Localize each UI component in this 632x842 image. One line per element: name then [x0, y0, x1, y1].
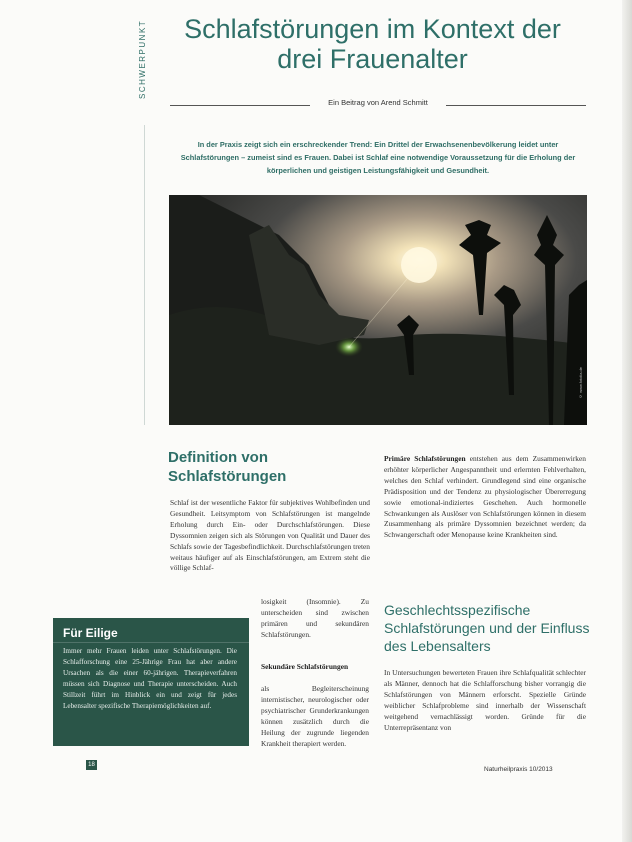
byline: Ein Beitrag von Arend Schmitt: [328, 98, 428, 107]
byline-rule-right: [446, 105, 586, 106]
article-title: Schlafstörungen im Kontext der drei Frauenalter: [184, 14, 561, 74]
primary-term: Primäre Schlafstörungen: [384, 454, 466, 463]
secondary-label: [261, 662, 369, 673]
summary-box-divider: [53, 642, 249, 643]
definition-paragraph-cont: losigkeit (Insomnie). Zu unterscheiden sind zwischen primären und sekundären Schlafstörungen.: [261, 597, 369, 639]
page-edge-shadow: [622, 0, 632, 842]
primary-text: entstehen aus dem Zusammenwirken erhöhter körperlicher Angespanntheit und erlernten Fehlverhalten, welches den Schlaf verhindert. Grundlegend sind eine organische Prädisposition und der Tendenz zu physiologischer Übererregung sowie emotional-indiziertes Geschehen. Auch hormonelle Schwankungen als Auslöser von Schlafstörungen können in diesem Zusammenhang als primäre Dyssomnien bezeichnet werden; da Schwangerschaft oder Menopause keine Krankheiten sind.: [384, 454, 586, 540]
heading-definition: Definition von Schlafstörungen: [168, 449, 287, 485]
summary-box-title: Für Eilige: [63, 626, 118, 640]
section-label: SCHWERPUNKT: [138, 20, 147, 100]
footer-issue: Naturheilpraxis 10/2013: [484, 766, 553, 773]
primary-paragraph: [384, 454, 586, 541]
sunrise-image: [169, 195, 587, 425]
photo-credit: © www.fotolia.de: [578, 367, 583, 399]
byline-row: [170, 98, 586, 112]
side-divider: [144, 125, 145, 425]
secondary-term: Sekundäre Schlafstörungen: [261, 662, 349, 671]
summary-box-text: Immer mehr Frauen leiden unter Schlafstörungen. Die Schlafforschung eine 25-Jährige Frau hat aber andere Ursachen als die einer 60-jährigen. Therapieverfahren müssen sich Diagnose und Therapie unterscheiden. Auch Stillzeit führt im Hinblick ein und zeigt für jedes Lebensalter spezifische Therapiemöglichkeiten auf.: [63, 647, 237, 710]
secondary-paragraph: als Begleiterscheinung internistischer, neurologischer oder psychiatrischer Grunderkrankungen können zusätzlich durch die Heilung der zugrunde liegenden Krankheit therapiert werden.: [261, 684, 369, 748]
intro-lead: In der Praxis zeigt sich ein erschreckender Trend: Ein Drittel der Erwachsenenbevölkerung leidet unter Schlafstörungen – zumeist sind es Frauen. Dabei ist Schlaf eine notwendige Voraussetzung für die Erholung der körperlichen und geistigen Leistungsfähigkeit und Gesundheit.: [180, 140, 576, 175]
definition-paragraph: Schlaf ist der wesentliche Faktor für subjektives Wohlbefinden und Gesundheit. Leitsymptom von Schlafstörungen ist mangelnde Erholung durch Ein- oder Durchschlafstörungen. Diese Dyssomnien zeigen sich als Störungen von Qualität und Dauer des Schlafs sowie der Tagesbefindlichkeit. Durchschlafstörungen treten weitaus häufiger auf als Einschlafstörungen, am Extrem steht die völlige Schlaf-: [170, 498, 370, 573]
gender-paragraph: In Untersuchungen bewerteten Frauen ihre Schlafqualität schlechter als Männer, dennoch hat die Schlafforschung bisher vorrangig die Schlafstörungen von Männern erforscht. Spezielle Gründe weiblicher Schlafprobleme sind innerhalb der Wissenschaft weitgehend vernachlässigt worden. Gründe für die Unterrepräsentanz von: [384, 668, 586, 732]
summary-box: [53, 618, 249, 746]
page-number: 18: [86, 760, 97, 770]
heading-gender: Geschlechtsspezifische Schlafstörungen und der Einfluss des Lebensalters: [384, 602, 590, 654]
hero-photo: [169, 195, 587, 425]
